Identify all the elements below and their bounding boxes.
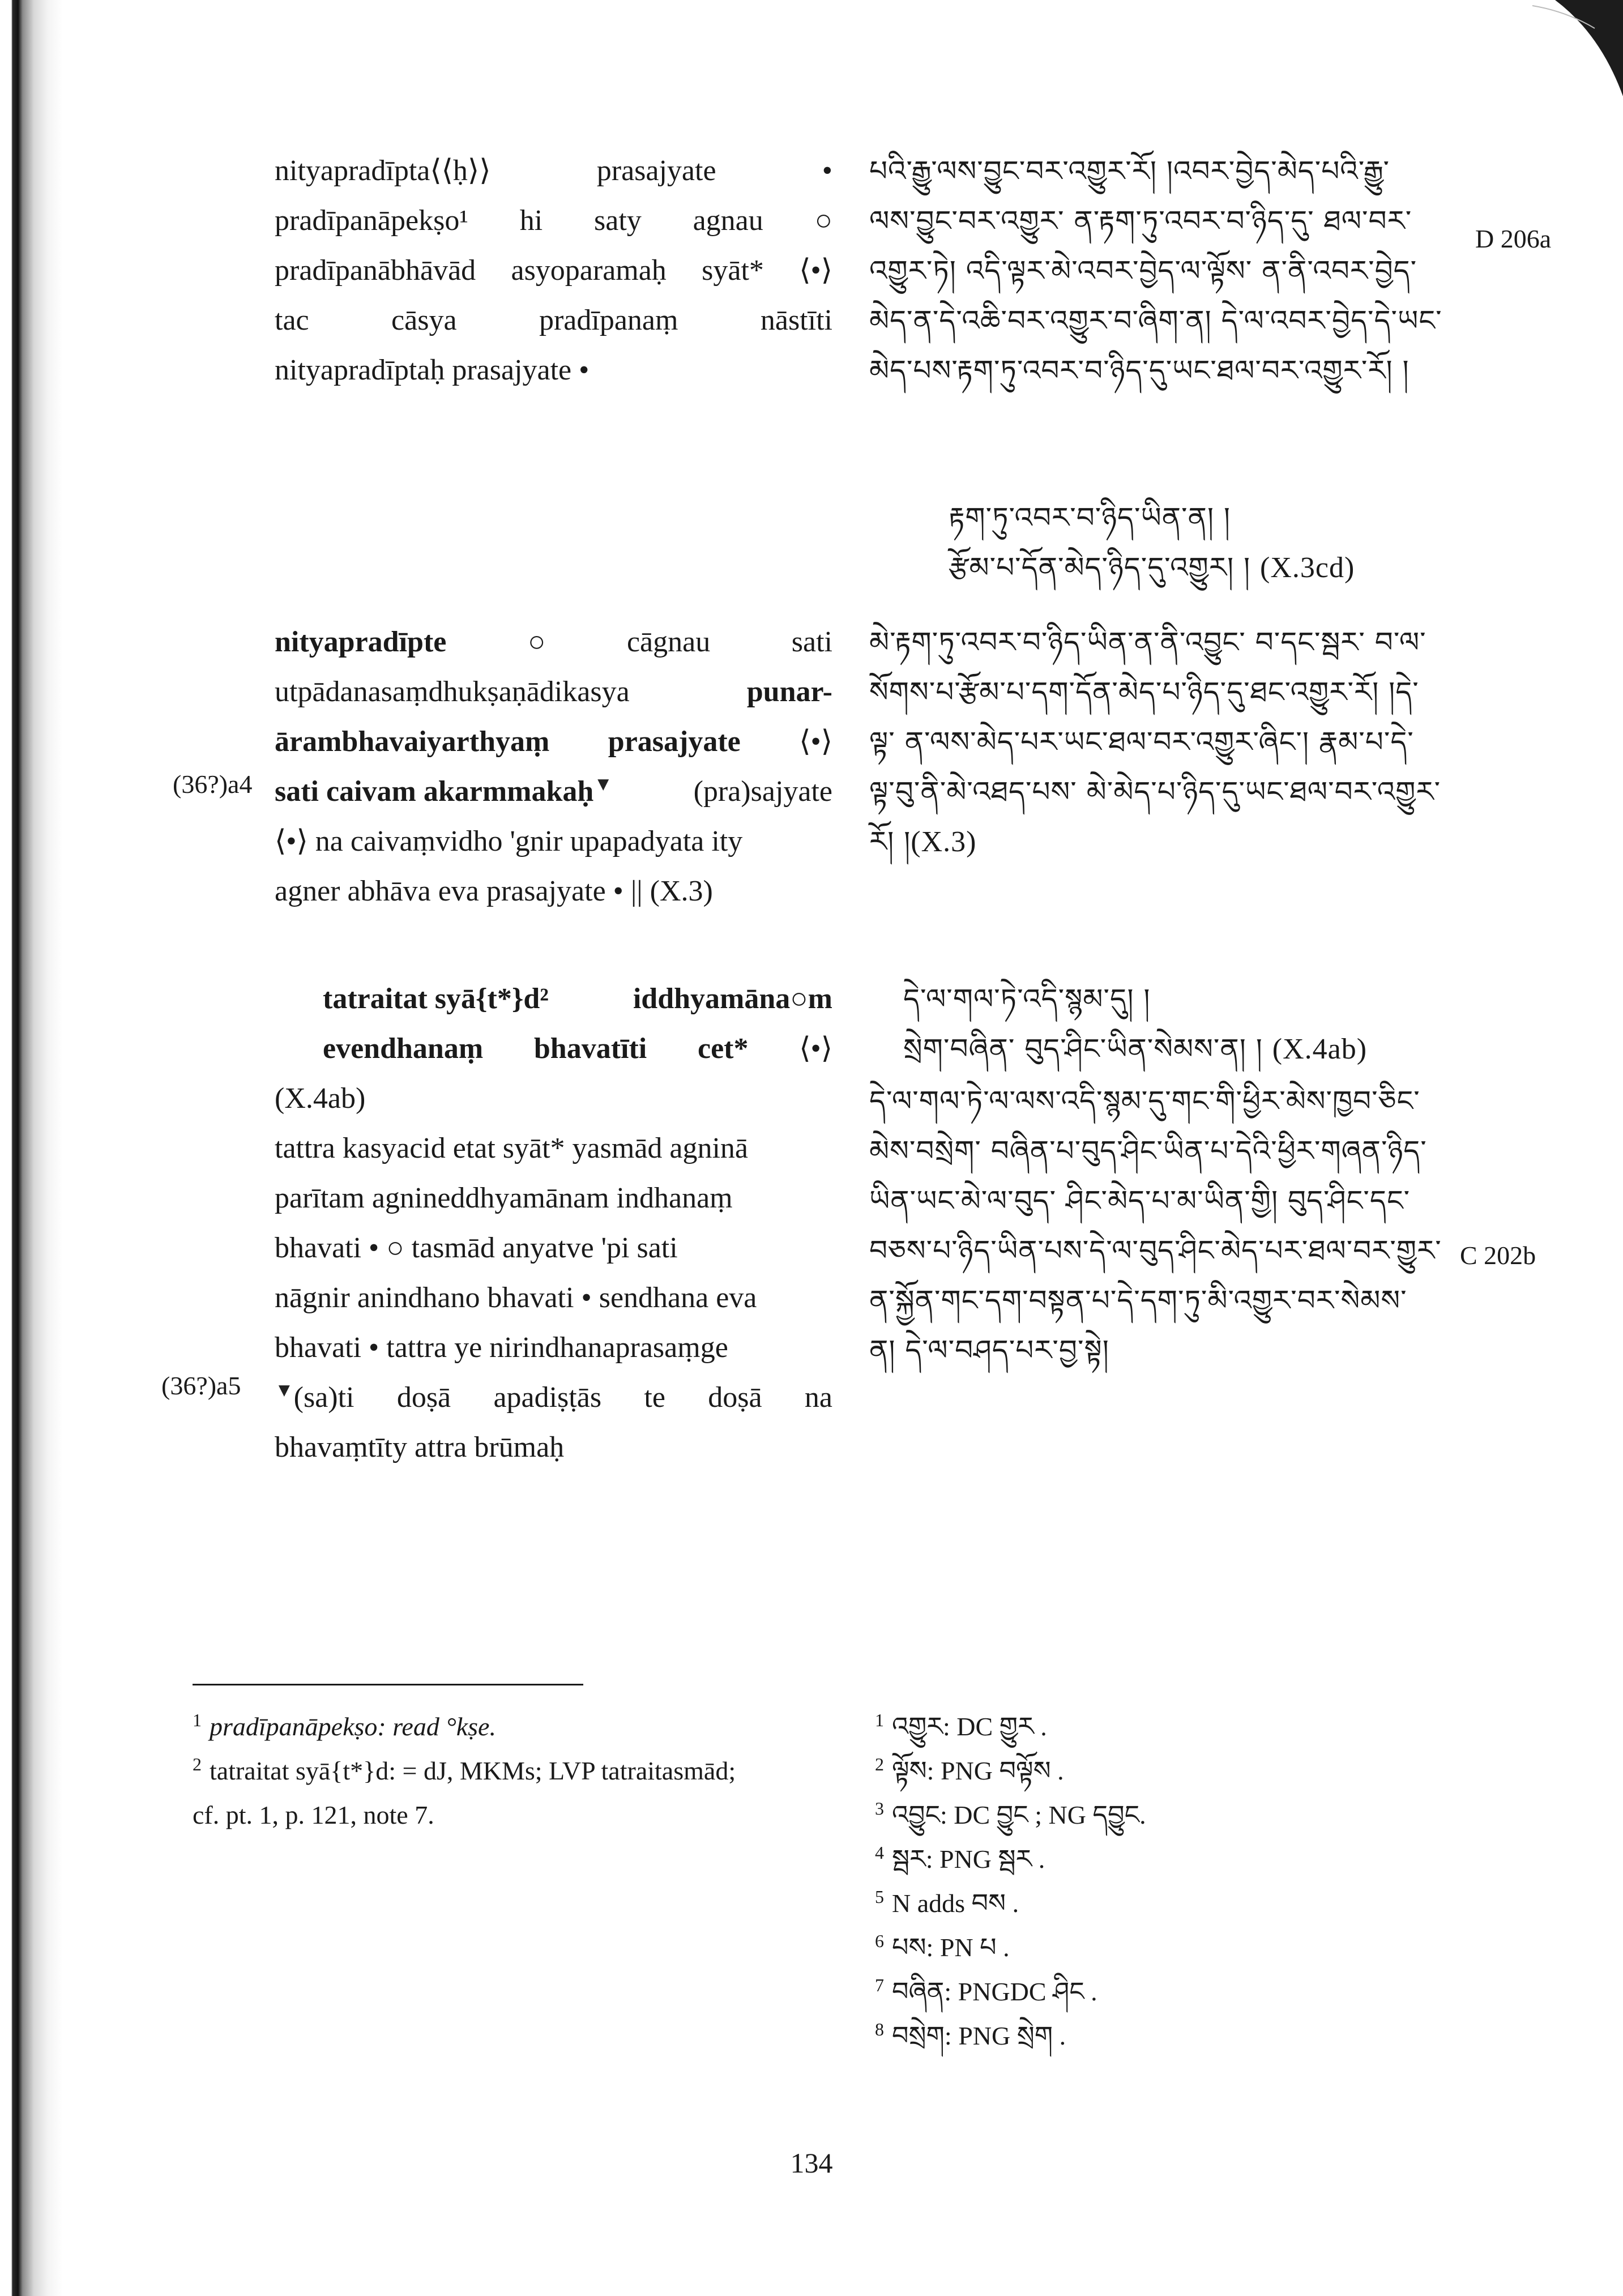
text-line: (X.4ab): [275, 1082, 366, 1115]
text-line: ལས་བྱུང་བར་འགྱུར་ ན་རྟག་ཏུ་འབར་བ་ཉིད་དུ་ ཐལ་བར་: [869, 204, 1412, 237]
verse-ref: (X.3): [911, 826, 977, 858]
footnote: $^4$ སྦར: PNG སྦར .: [875, 1842, 1045, 1873]
tibetan-passage-3: [869, 1076, 1470, 1375]
text-line: ⟨•⟩ na caivaṃvidho 'gnir upapadyata ity: [275, 825, 743, 857]
text-line: pradīpanābhāvād asyoparamaḥ syāt* ⟨•⟩: [275, 254, 832, 287]
text-line: nāgnir anindhano bhavati • sendhana eva: [275, 1282, 757, 1314]
tibetan-passage-2: [869, 617, 1470, 867]
footnotes-sanskrit: [193, 1705, 832, 1837]
text-line: bhavati • ○ tasmād anyatve 'pi sati: [275, 1232, 678, 1264]
text-line: ན། དེ་ལ་བཤད་པར་བྱ་སྟེ།: [869, 1334, 1109, 1367]
text-line: nityapradīptaḥ prasajyate •: [275, 354, 590, 386]
footnotes-tibetan: [875, 1705, 1385, 2058]
text-line: རོ། །: [869, 825, 911, 858]
text-line: པའི་རྒྱུ་ལས་བྱུང་བར་འགྱུར་རོ། །འབར་བྱེད་མེད་པའི་རྒྱུ་: [869, 155, 1390, 187]
text-line: ན་སྐྱོན་གང་དག་བསྟན་པ་དེ་དག་ཏུ་མི་འགྱུར་བར་སེམས་: [869, 1284, 1407, 1317]
text-line: མེད་པས་རྟག་ཏུ་འབར་བ་ཉིད་དུ་ཡང་ཐལ་བར་འགྱུར་རོ། །: [869, 354, 1410, 387]
page-number: 134: [790, 2147, 833, 2179]
footnote: $^5$ N adds བས .: [875, 1886, 1019, 1918]
text-line: ▼(sa)ti doṣā apadiṣṭās te doṣā na: [275, 1380, 832, 1414]
text-line: parītam agnineddhyamānam indhanaṃ: [275, 1182, 733, 1214]
footnote: $^2$ tatraitat syā{t*}d: = dJ, MKMs; LVP tatraitasmād;: [193, 1753, 736, 1785]
text-line: མེས་བསྲེག་ བཞིན་པ་བུད་ཤིང་ཡིན་པ་དེའི་ཕྱིར་གཞན་ཉིད་: [869, 1134, 1427, 1167]
text-line: མེ་རྟག་ཏུ་འབར་བ་ཉིད་ཡིན་ན་ནི་འབྱུང་ བ་དང་སྦར་ བ་ལ་: [869, 626, 1426, 659]
margin-ref-folio: (36?)a5: [161, 1371, 241, 1400]
verse-line: དེ་ལ་གལ་ཏེ་འདི་སྙམ་དུ། །: [903, 983, 1151, 1015]
tibetan-verse-2: [903, 974, 1367, 1074]
text-line: ཡིན་ཡང་མེ་ལ་བུད་ ཤིང་མེད་པ་མ་ཡིན་གྱི། བུད་ཤིང་དང་: [869, 1184, 1411, 1217]
text-line: དེ་ལ་གལ་ཏེ་ལ་ལས་འདི་སྙམ་དུ་གང་གི་ཕྱིར་མེས་ཁྱབ་ཅིང་: [869, 1085, 1420, 1117]
footnote-divider: [193, 1684, 583, 1685]
text-line: agner abhāva eva prasajyate • || (X.3): [275, 875, 713, 907]
verse-line: སྲེག་བཞིན་ བུད་ཤིང་ཡིན་སེམས་ན། །: [903, 1032, 1263, 1065]
footnote: $^8$ བསྲེག: PNG སྲེག .: [875, 2018, 1066, 2050]
text-line: ལྟ་བུ་ནི་མེ་འཐད་པས་ མེ་མེད་པ་ཉིད་དུ་ཡང་ཐལ་བར་འགྱུར་: [869, 775, 1441, 808]
text-line: ལྟ་ ན་ལས་མེད་པར་ཡང་ཐལ་བར་འགྱུར་ཞིང་། རྣམ་པ་དེ་: [869, 725, 1414, 758]
binding-shadow: [0, 0, 62, 2296]
footnote: $^3$ འབྱུང: DC བྱུང ; NG དབྱུང.: [875, 1798, 1146, 1829]
footnote: cf. pt. 1, p. 121, note 7.: [193, 1800, 434, 1829]
text-line: utpādanasaṃdhukṣaṇādikasya punar-: [275, 676, 832, 708]
text-line: tac cāsya pradīpanaṃ nāstīti: [275, 304, 832, 336]
text-line: tatraitat syā{t*}d² iddhyamāna○m: [323, 983, 832, 1015]
sanskrit-passage-3: [275, 974, 832, 1473]
footnote: $^7$ བཞིན: PNGDC ཤིང .: [875, 1974, 1097, 2006]
tibetan-passage-1: [869, 146, 1470, 395]
text-line: tattra kasyacid etat syāt* yasmād agninā: [275, 1132, 749, 1164]
folio-ref-cone: C 202b: [1460, 1241, 1536, 1270]
text-line: evendhanaṃ bhavatīti cet* ⟨•⟩: [323, 1032, 832, 1065]
text-line: ārambhavaiyarthyaṃ prasajyate ⟨•⟩: [275, 725, 832, 758]
text-line: མེད་ན་དེ་འཆི་བར་འགྱུར་བ་ཞིག་ན། དེ་ལ་འབར་བྱེད་དེ་ཡང་: [869, 304, 1442, 337]
text-line: བཅས་པ་ཉིད་ཡིན་པས་དེ་ལ་བུད་ཤིང་མེད་པར་ཐལ་བར་གྱུར་: [869, 1234, 1442, 1267]
verse-ref: (X.4ab): [1272, 1033, 1368, 1065]
footnote: $^1$ འགྱུར: DC གྱུར .: [875, 1709, 1047, 1741]
tibetan-verse-1: [949, 493, 1355, 593]
margin-ref-folio: (36?)a4: [173, 770, 253, 799]
text-line: སོགས་པ་རྩོམ་པ་དག་དོན་མེད་པ་ཉིད་དུ་ཐང་འགྱུར་རོ། །དེ་: [869, 676, 1419, 709]
footnote: $^1$ pradīpanāpekṣo: read °kṣe.: [193, 1709, 496, 1741]
text-line: bhavati • tattra ye nirindhanaprasaṃge: [275, 1331, 728, 1364]
footnote: $^6$ པས: PN པ .: [875, 1930, 1010, 1962]
sanskrit-passage-2: [275, 617, 832, 916]
text-line: nityapradīpta⟨⟨ḥ⟩⟩ prasajyate •: [275, 155, 832, 187]
page-corner-fold: [1532, 0, 1623, 96]
text-line: bhavaṃtīty attra brūmaḥ: [275, 1431, 565, 1463]
insertion-mark: ▼: [593, 774, 613, 795]
sanskrit-passage-1: [275, 146, 832, 395]
text-line: འགྱུར་ཏེ། འདི་ལྟར་མེ་འབར་བྱེད་ལ་ལྟོས་ ན་ནི་འབར་བྱེད་: [869, 254, 1417, 287]
text-line: sati caivam akarmmakaḥ▼ (pra)sajyate: [275, 774, 832, 808]
verse-line: རྟག་ཏུ་འབར་བ་ཉིད་ཡིན་ན། །: [949, 501, 1231, 534]
folio-ref-derge: D 206a: [1475, 224, 1552, 253]
text-line: nityapradīpte ○ cāgnau sati: [275, 626, 832, 658]
verse-ref: (X.3cd): [1260, 552, 1355, 584]
footnote: $^2$ ལྟོས: PNG བལྟོས .: [875, 1753, 1064, 1785]
verse-line: རྩོམ་པ་དོན་མེད་ཉིད་དུ་འགྱུར། །: [949, 551, 1251, 584]
insertion-mark: ▼: [275, 1380, 294, 1401]
text-line: pradīpanāpekṣo¹ hi saty agnau ○: [275, 204, 832, 237]
